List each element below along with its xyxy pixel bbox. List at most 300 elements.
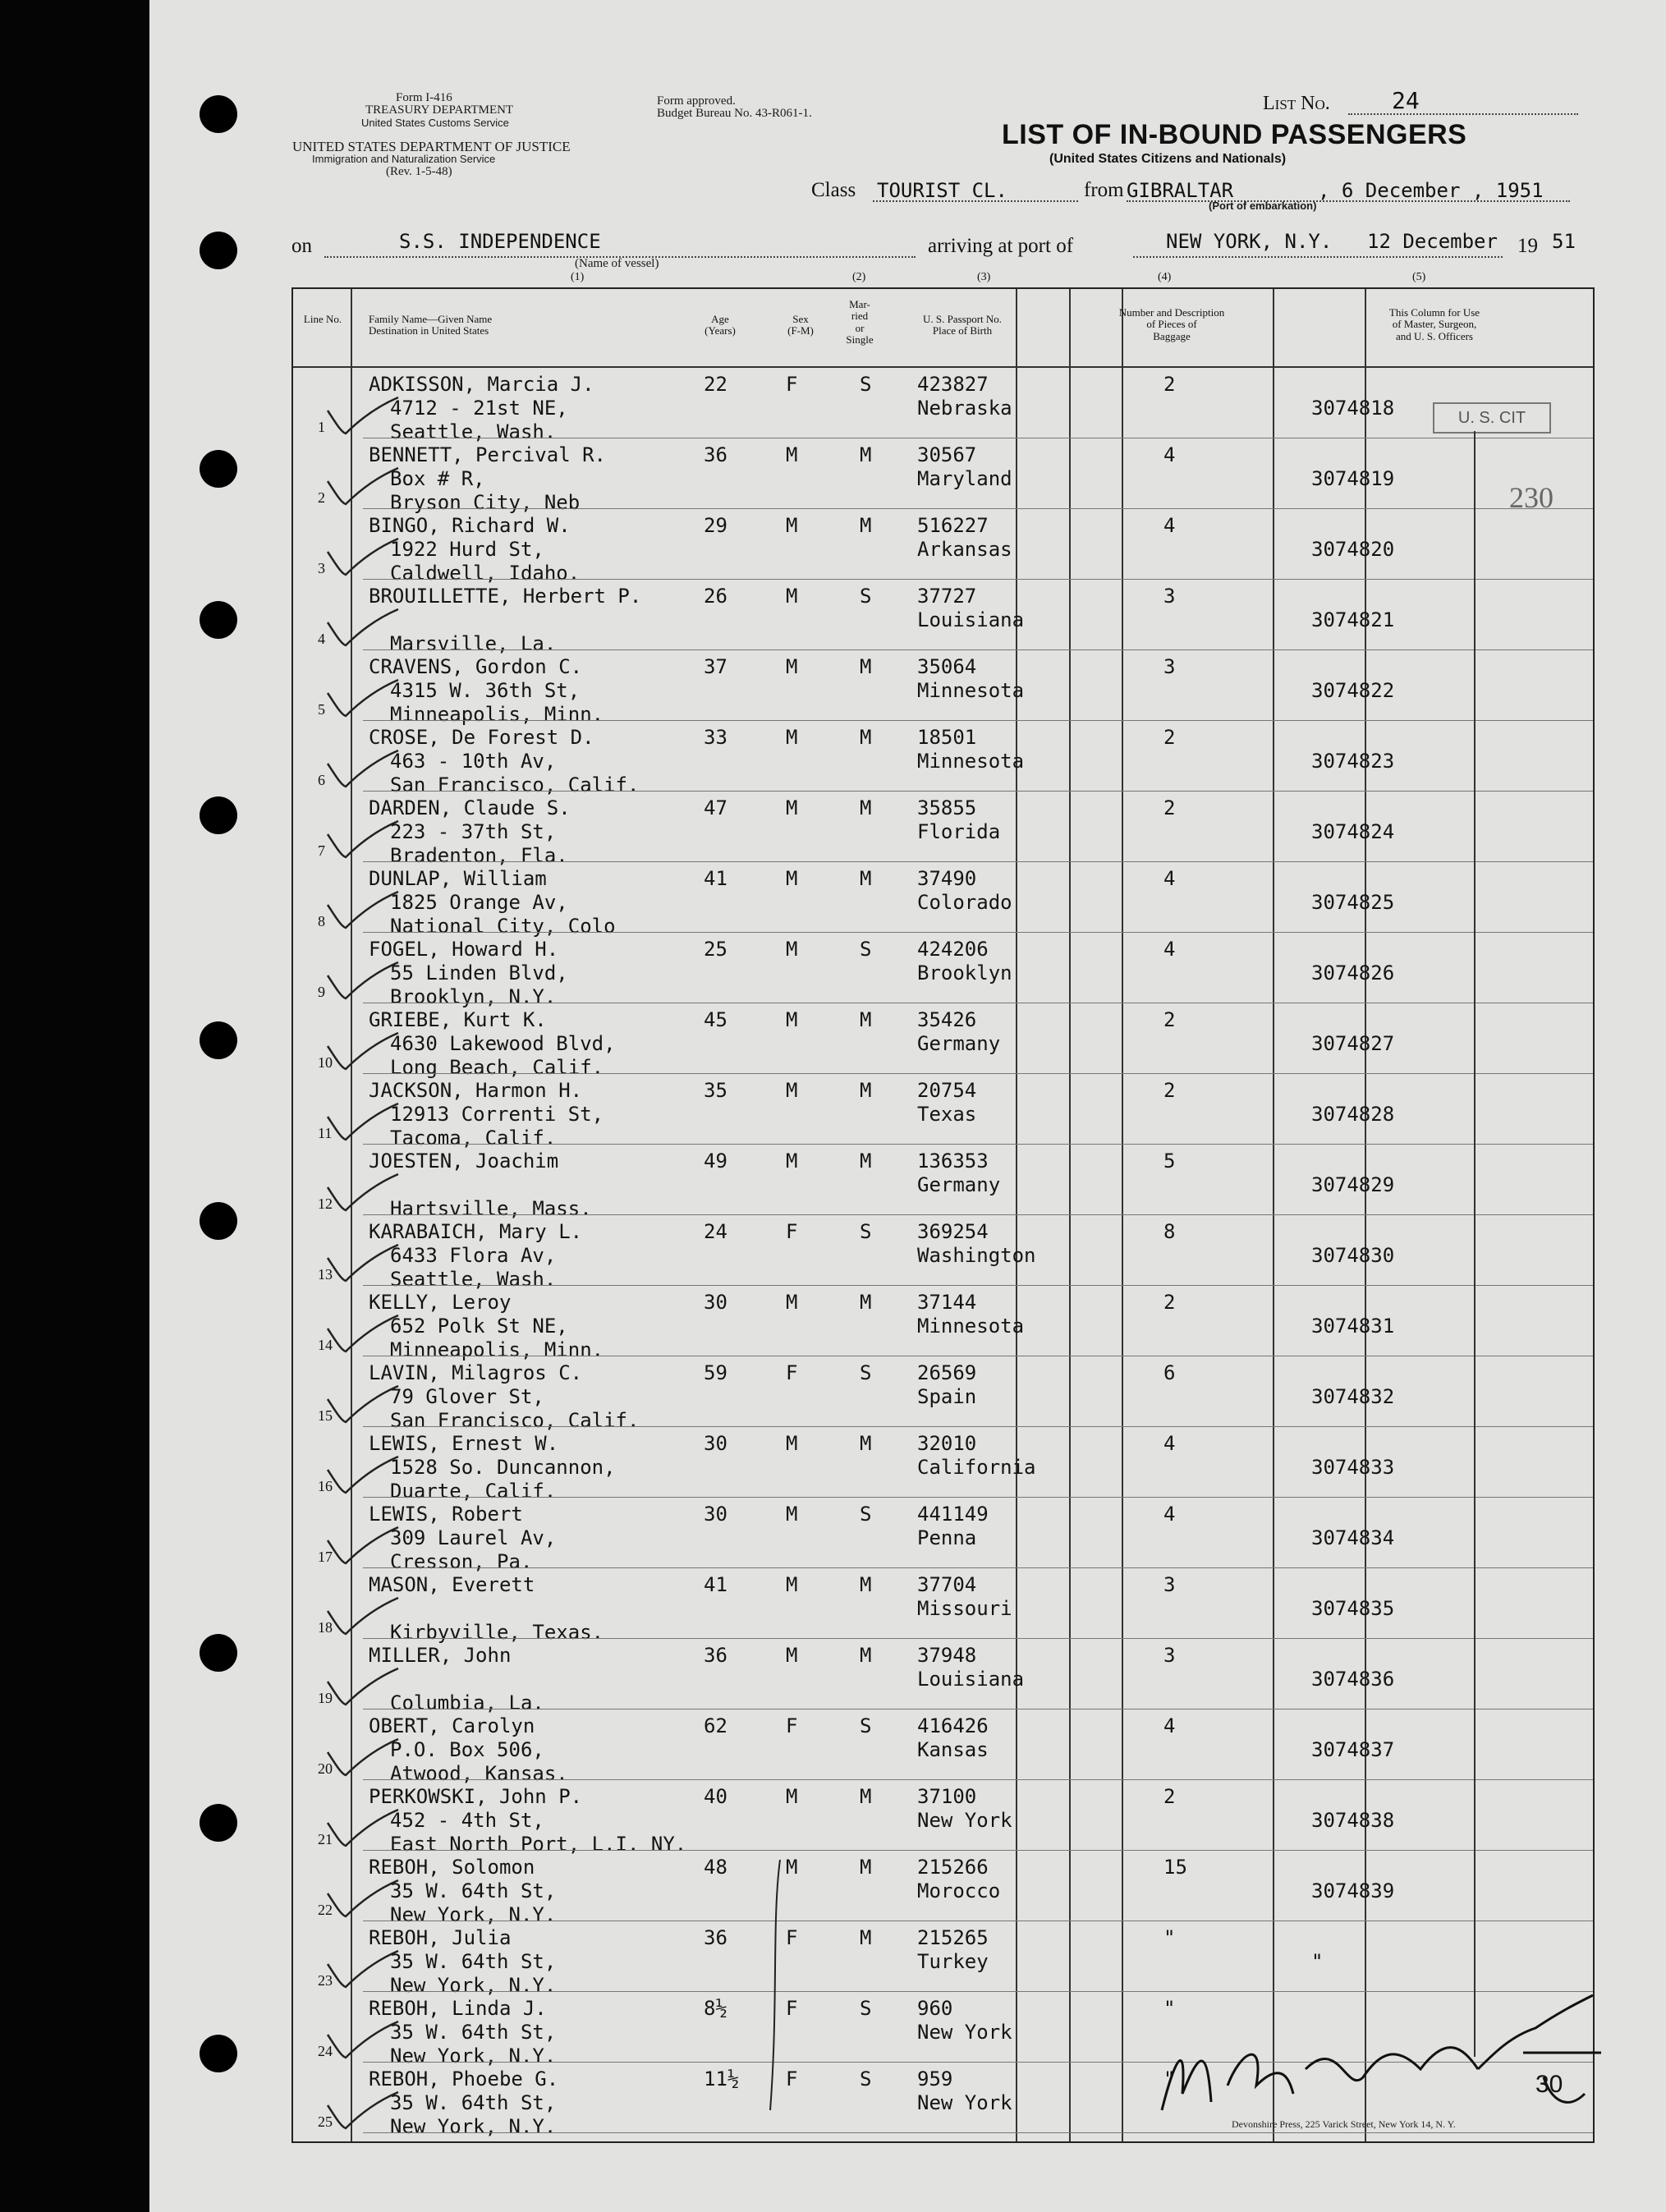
cell-ms: S — [860, 2067, 872, 2090]
cell-bags: 3 — [1163, 655, 1176, 678]
cell-passport: 960 — [917, 1997, 953, 2020]
budget-bureau: Budget Bureau No. 43-R061-1. — [657, 107, 812, 120]
line-number: 13 — [318, 1266, 333, 1283]
cell-sex: M — [786, 796, 798, 819]
cell-bags: 4 — [1163, 1432, 1176, 1455]
cell-addr1: 55 Linden Blvd, — [390, 961, 568, 984]
cell-bags: 4 — [1163, 443, 1176, 466]
cell-name: DUNLAP, William — [369, 867, 547, 890]
treasury-dept: TREASURY DEPARTMENT — [365, 103, 514, 117]
table-row — [293, 1145, 1593, 1220]
cell-birth: Texas — [917, 1103, 977, 1126]
line-number: 15 — [318, 1407, 333, 1424]
check-mark — [326, 890, 400, 931]
check-mark — [326, 466, 400, 507]
line-number: 18 — [318, 1619, 333, 1636]
depart-date: , 6 December , 1951 — [1318, 179, 1544, 202]
table-row — [293, 650, 1593, 726]
binder-hole — [200, 796, 237, 834]
cell-age: 33 — [704, 726, 727, 749]
cell-addr1: 223 - 37th St, — [390, 820, 557, 843]
cell-ms: M — [860, 1573, 872, 1596]
line-number: 8 — [318, 913, 325, 929]
cell-birth: Spain — [917, 1385, 977, 1408]
cell-addr2: New York, N.Y. — [390, 1903, 557, 1926]
family-bracket-mark — [764, 1856, 788, 2118]
cell-birth: Nebraska — [917, 397, 1012, 420]
line-number: 17 — [318, 1549, 333, 1565]
cell-bags: 3 — [1163, 1573, 1176, 1596]
cell-passport: 32010 — [917, 1432, 977, 1455]
cell-name: REBOH, Julia — [369, 1926, 512, 1949]
cell-addr2: Brooklyn, N.Y. — [390, 985, 557, 1008]
cell-name: BINGO, Richard W. — [369, 514, 571, 537]
cell-addr1: 4315 W. 36th St, — [390, 679, 581, 702]
cell-bags: 4 — [1163, 514, 1176, 537]
line-number: 23 — [318, 1972, 333, 1989]
line-number: 7 — [318, 842, 325, 859]
cell-birth: Maryland — [917, 467, 1012, 490]
cell-birth: Arkansas — [917, 538, 1012, 561]
cell-age: 40 — [704, 1785, 727, 1808]
cell-passport: 37727 — [917, 585, 977, 608]
cell-name: DARDEN, Claude S. — [369, 796, 571, 819]
customs-service: United States Customs Service — [361, 117, 509, 129]
cell-age: 8½ — [704, 1997, 727, 2020]
cell-bags: 2 — [1163, 726, 1176, 749]
cell-bags: 4 — [1163, 867, 1176, 890]
cell-age: 47 — [704, 796, 727, 819]
th-married: Mar- ried or Single — [846, 298, 874, 346]
cell-birth: New York — [917, 2091, 1012, 2114]
cell-sex: M — [786, 1291, 798, 1314]
cell-sex: M — [786, 1573, 798, 1596]
cell-name: ADKISSON, Marcia J. — [369, 373, 594, 396]
th-age: Age (Years) — [704, 313, 736, 337]
cell-office: 3074828 — [1311, 1103, 1395, 1126]
cell-name: KARABAICH, Mary L. — [369, 1220, 583, 1243]
cell-addr2: East North Port, L.I. NY. — [390, 1833, 687, 1856]
cell-office: 3074834 — [1311, 1526, 1395, 1549]
cell-passport: 441149 — [917, 1503, 989, 1526]
cell-name: MILLER, John — [369, 1644, 512, 1667]
cell-ms: S — [860, 1361, 872, 1384]
cell-sex: M — [786, 443, 798, 466]
cell-name: JACKSON, Harmon H. — [369, 1079, 583, 1102]
cell-birth: Germany — [917, 1173, 1001, 1196]
cell-office: 3074831 — [1311, 1315, 1395, 1338]
cell-bags: 2 — [1163, 373, 1176, 396]
table-row — [293, 1427, 1593, 1503]
cell-passport: 136353 — [917, 1150, 989, 1173]
cell-birth: Germany — [917, 1032, 1001, 1055]
check-mark — [326, 819, 400, 860]
cell-bags: 4 — [1163, 1503, 1176, 1526]
cell-office: 3074837 — [1311, 1738, 1395, 1761]
cell-age: 48 — [704, 1856, 727, 1879]
cell-passport: 37100 — [917, 1785, 977, 1808]
from-label: from — [1084, 179, 1124, 201]
table-row — [293, 1356, 1593, 1432]
cell-addr2: San Francisco, Calif. — [390, 773, 640, 796]
line-number: 16 — [318, 1478, 333, 1494]
cell-name: FOGEL, Howard H. — [369, 938, 559, 961]
cell-birth: Turkey — [917, 1950, 989, 1973]
cell-addr1: 1922 Hurd St, — [390, 538, 544, 561]
cell-addr2: Bradenton, Fla. — [390, 844, 568, 867]
cell-sex: M — [786, 655, 798, 678]
cell-age: 25 — [704, 938, 727, 961]
cell-passport: 369254 — [917, 1220, 989, 1243]
line-number: 21 — [318, 1831, 333, 1847]
table-row — [293, 1780, 1593, 1856]
cell-passport: 30567 — [917, 443, 977, 466]
cell-name: JOESTEN, Joachim — [369, 1150, 559, 1173]
cell-age: 30 — [704, 1503, 727, 1526]
form-approved: Form approved. — [657, 94, 736, 108]
cell-passport: 35855 — [917, 796, 977, 819]
stamped-number: 230 — [1509, 481, 1554, 514]
cell-passport: 35426 — [917, 1008, 977, 1031]
vessel-note: (Name of vessel) — [575, 257, 659, 270]
cell-passport: 37144 — [917, 1291, 977, 1314]
cell-ms: M — [860, 1150, 872, 1173]
list-label: List No. — [1263, 93, 1330, 114]
cell-age: 36 — [704, 1926, 727, 1949]
cell-ms: M — [860, 443, 872, 466]
cell-passport: 516227 — [917, 514, 989, 537]
class-value: TOURIST CL. — [877, 179, 1007, 202]
cell-birth: California — [917, 1456, 1036, 1479]
check-mark — [326, 1031, 400, 1072]
binder-hole — [200, 601, 237, 639]
line-number: 20 — [318, 1760, 333, 1777]
cell-birth: Missouri — [917, 1597, 1012, 1620]
table-row — [293, 792, 1593, 867]
binder-hole — [200, 1021, 237, 1059]
list-number: 24 — [1392, 87, 1420, 114]
cell-birth: New York — [917, 1809, 1012, 1832]
cell-birth: Morocco — [917, 1879, 1001, 1902]
cell-name: CRAVENS, Gordon C. — [369, 655, 583, 678]
cell-bags: " — [1163, 1997, 1176, 2020]
binder-hole — [200, 1634, 237, 1672]
table-row — [293, 1498, 1593, 1573]
printer-imprint: Devonshire Press, 225 Varick Street, New York 14, N. Y. — [1232, 2118, 1456, 2130]
cell-sex: F — [786, 1220, 798, 1243]
cell-addr2: Caldwell, Idaho. — [390, 562, 581, 585]
cell-age: 41 — [704, 1573, 727, 1596]
cell-office: " — [1311, 1950, 1324, 1973]
check-mark — [326, 1526, 400, 1567]
table-row — [293, 1003, 1593, 1079]
cell-age: 22 — [704, 373, 727, 396]
cell-sex: F — [786, 1361, 798, 1384]
cell-office: 3074835 — [1311, 1597, 1395, 1620]
cell-sex: M — [786, 938, 798, 961]
cell-passport: 35064 — [917, 655, 977, 678]
justice-dept: UNITED STATES DEPARTMENT OF JUSTICE — [292, 139, 571, 154]
cell-bags: " — [1163, 1926, 1176, 1949]
line-number: 5 — [318, 701, 325, 718]
cell-sex: F — [786, 2067, 798, 2090]
cell-ms: M — [860, 1785, 872, 1808]
cell-addr2: Minneapolis, Minn. — [390, 1338, 604, 1361]
cell-ms: S — [860, 585, 872, 608]
cell-ms: S — [860, 1503, 872, 1526]
cell-sex: M — [786, 1008, 798, 1031]
line-number: 6 — [318, 772, 325, 788]
cell-addr2: Bryson City, Neb — [390, 491, 581, 514]
cell-bags: 4 — [1163, 938, 1176, 961]
cell-name: CROSE, De Forest D. — [369, 726, 594, 749]
cell-name: REBOH, Phoebe G. — [369, 2067, 559, 2090]
cell-birth: Washington — [917, 1244, 1036, 1267]
ins-service: Immigration and Naturalization Service — [312, 153, 496, 165]
cell-name: REBOH, Solomon — [369, 1856, 535, 1879]
cell-addr2: National City, Colo — [390, 915, 616, 938]
line-number: 14 — [318, 1337, 333, 1353]
revision: (Rev. 1-5-48) — [386, 165, 452, 178]
arrival-date: 12 December — [1367, 230, 1498, 253]
check-mark — [326, 1314, 400, 1355]
cell-birth: Louisiana — [917, 1668, 1025, 1691]
cell-sex: M — [786, 585, 798, 608]
table-row — [293, 580, 1593, 655]
col-mark-4: (4) — [1158, 271, 1172, 283]
cell-passport: 959 — [917, 2067, 953, 2090]
table-row — [293, 1286, 1593, 1361]
cell-bags: 15 — [1163, 1856, 1187, 1879]
form-number: Form I-416 — [396, 91, 452, 104]
cell-ms: S — [860, 1714, 872, 1737]
check-mark — [326, 1455, 400, 1496]
table-row — [293, 438, 1593, 514]
check-mark — [326, 1243, 400, 1284]
cell-addr2: Columbia, La. — [390, 1691, 544, 1714]
us-citizen-stamp: U. S. CIT — [1433, 402, 1551, 434]
cell-office: 3074833 — [1311, 1456, 1395, 1479]
cell-passport: 424206 — [917, 938, 989, 961]
binder-hole — [200, 1202, 237, 1240]
check-mark — [326, 2020, 400, 2061]
line-number: 1 — [318, 419, 325, 435]
cell-name: LEWIS, Ernest W. — [369, 1432, 559, 1455]
cell-sex: F — [786, 1714, 798, 1737]
arrival-port: NEW YORK, N.Y. — [1166, 230, 1333, 253]
cell-birth: Kansas — [917, 1738, 989, 1761]
cell-ms: M — [860, 514, 872, 537]
port-line — [1133, 256, 1503, 258]
cell-bags: 6 — [1163, 1361, 1176, 1384]
cell-office: 3074821 — [1311, 608, 1395, 631]
cell-name: BENNETT, Percival R. — [369, 443, 606, 466]
col-mark-3: (3) — [977, 271, 991, 283]
cell-age: 30 — [704, 1291, 727, 1314]
line-number: 9 — [318, 984, 325, 1000]
cell-name: MASON, Everett — [369, 1573, 535, 1596]
passenger-table — [291, 287, 1595, 2143]
cell-age: 11½ — [704, 2067, 740, 2090]
cell-office: 3074822 — [1311, 679, 1395, 702]
cell-office: 3074823 — [1311, 750, 1395, 773]
col-mark-5: (5) — [1412, 271, 1426, 283]
cell-birth: Florida — [917, 820, 1001, 843]
cell-name: LAVIN, Milagros C. — [369, 1361, 583, 1384]
cell-name: BROUILLETTE, Herbert P. — [369, 585, 642, 608]
handwritten-note: 30 — [1535, 2071, 1563, 2098]
cell-addr1: 4630 Lakewood Blvd, — [390, 1032, 616, 1055]
table-row — [293, 368, 1593, 443]
cell-bags: " — [1163, 2067, 1176, 2090]
cell-bags: 3 — [1163, 585, 1176, 608]
cell-bags: 2 — [1163, 1785, 1176, 1808]
embark-note: (Port of embarkation) — [1209, 200, 1317, 212]
cell-birth: Minnesota — [917, 679, 1025, 702]
cell-office: 3074825 — [1311, 891, 1395, 914]
cell-passport: 215265 — [917, 1926, 989, 1949]
cell-sex: M — [786, 1150, 798, 1173]
cell-addr2: Atwood, Kansas. — [390, 1762, 568, 1785]
cell-name: REBOH, Linda J. — [369, 1997, 547, 2020]
cell-age: 62 — [704, 1714, 727, 1737]
cell-addr2: Cresson, Pa. — [390, 1550, 533, 1573]
cell-addr1: 1528 So. Duncannon, — [390, 1456, 616, 1479]
cell-ms: M — [860, 1432, 872, 1455]
cell-passport: 20754 — [917, 1079, 977, 1102]
cell-age: 36 — [704, 443, 727, 466]
cell-age: 35 — [704, 1079, 727, 1102]
cell-office: 3074838 — [1311, 1809, 1395, 1832]
cell-ms: M — [860, 796, 872, 819]
check-mark — [326, 396, 400, 437]
check-mark — [326, 749, 400, 790]
cell-office: 3074819 — [1311, 467, 1395, 490]
cell-birth: Brooklyn — [917, 961, 1012, 984]
cell-ms: S — [860, 938, 872, 961]
table-row — [293, 1639, 1593, 1714]
cell-bags: 3 — [1163, 1644, 1176, 1667]
cell-age: 59 — [704, 1361, 727, 1384]
table-row — [293, 1851, 1593, 1926]
table-row — [293, 1215, 1593, 1291]
cell-addr1: 4712 - 21st NE, — [390, 397, 568, 420]
cell-passport: 423827 — [917, 373, 989, 396]
th-line: Line No. — [303, 313, 342, 325]
cell-ms: S — [860, 1220, 872, 1243]
table-row — [293, 1074, 1593, 1150]
vessel-name: S.S. INDEPENDENCE — [399, 230, 601, 253]
line-number: 12 — [318, 1195, 333, 1212]
check-mark — [326, 961, 400, 1002]
line-number: 19 — [318, 1690, 333, 1706]
cell-ms: M — [860, 655, 872, 678]
cell-addr2: Duarte, Calif. — [390, 1480, 557, 1503]
col-mark-2: (2) — [852, 271, 866, 283]
cell-passport: 416426 — [917, 1714, 989, 1737]
page-subtitle: (United States Citizens and Nationals) — [1049, 152, 1287, 166]
th-baggage: Number and Description of Pieces of Baggage — [1118, 306, 1225, 342]
cell-birth: Penna — [917, 1526, 977, 1549]
arrival-year: 51 — [1552, 230, 1576, 253]
arriving-label: arriving at port of — [928, 235, 1074, 257]
cell-age: 45 — [704, 1008, 727, 1031]
cell-age: 49 — [704, 1150, 727, 1173]
binder-hole — [200, 95, 237, 133]
cell-age: 30 — [704, 1432, 727, 1455]
binder-hole — [200, 1804, 237, 1842]
cell-addr2: Tacoma, Calif. — [390, 1127, 557, 1150]
cell-addr2: Hartsville, Mass. — [390, 1197, 592, 1220]
cell-addr1: 463 - 10th Av, — [390, 750, 557, 773]
check-mark — [326, 1173, 400, 1214]
cell-ms: M — [860, 1856, 872, 1879]
cell-addr2: Kirbyville, Texas. — [390, 1621, 604, 1644]
table-row — [293, 862, 1593, 938]
table-row — [293, 509, 1593, 585]
check-mark — [326, 1737, 400, 1778]
cell-addr2: Minneapolis, Minn. — [390, 703, 604, 726]
cell-birth: Louisiana — [917, 608, 1025, 631]
cell-office: 3074836 — [1311, 1668, 1395, 1691]
cell-sex: F — [786, 1926, 798, 1949]
embark-port: GIBRALTAR — [1127, 179, 1234, 202]
check-mark — [326, 1596, 400, 1637]
cell-ms: M — [860, 1008, 872, 1031]
cell-ms: M — [860, 726, 872, 749]
cell-office: 3074832 — [1311, 1385, 1395, 1408]
cell-ms: M — [860, 1079, 872, 1102]
year-prefix: 19 — [1517, 235, 1538, 257]
cell-sex: M — [786, 514, 798, 537]
cell-office: 3074829 — [1311, 1173, 1395, 1196]
cell-addr1: 79 Glover St, — [390, 1385, 544, 1408]
cell-office: 3074826 — [1311, 961, 1395, 984]
cell-ms: S — [860, 1997, 872, 2020]
cell-sex: F — [786, 1997, 798, 2020]
th-sex: Sex (F-M) — [787, 313, 814, 337]
cell-sex: M — [786, 726, 798, 749]
cell-ms: M — [860, 1291, 872, 1314]
cell-addr2: Seattle, Wash. — [390, 1268, 557, 1291]
cell-ms: S — [860, 373, 872, 396]
cell-age: 24 — [704, 1220, 727, 1243]
cell-sex: M — [786, 1644, 798, 1667]
check-mark — [326, 2090, 400, 2132]
cell-addr1: 35 W. 64th St, — [390, 1950, 557, 1973]
cell-office: 3074824 — [1311, 820, 1395, 843]
line-number: 4 — [318, 631, 325, 647]
cell-addr2: Seattle, Wash. — [390, 420, 557, 443]
binder-hole — [200, 450, 237, 488]
table-row — [293, 1709, 1593, 1785]
cell-office: 3074839 — [1311, 1879, 1395, 1902]
line-number: 2 — [318, 489, 325, 506]
cell-sex: M — [786, 867, 798, 890]
cell-name: OBERT, Carolyn — [369, 1714, 535, 1737]
cell-addr2: New York, N.Y. — [390, 2115, 557, 2138]
line-number: 25 — [318, 2113, 333, 2130]
cell-ms: M — [860, 1926, 872, 1949]
line-number: 10 — [318, 1054, 333, 1071]
cell-passport: 215266 — [917, 1856, 989, 1879]
cell-sex: M — [786, 1785, 798, 1808]
line-number: 22 — [318, 1902, 333, 1918]
cell-addr2: Long Beach, Calif. — [390, 1056, 604, 1079]
cell-addr2: San Francisco, Calif. — [390, 1409, 640, 1432]
table-row — [293, 1921, 1593, 1997]
cell-sex: M — [786, 1079, 798, 1102]
